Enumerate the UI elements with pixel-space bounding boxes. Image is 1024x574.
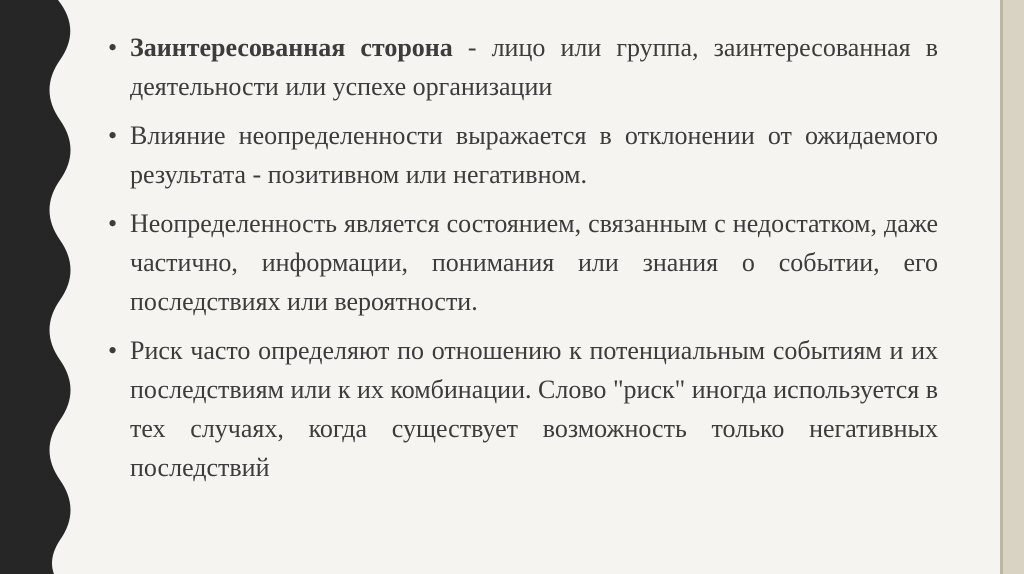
bullet-dot-icon: • — [108, 121, 118, 150]
bullet-dot-icon: • — [108, 336, 118, 365]
wavy-band-shape — [0, 0, 71, 574]
bullet-item-uncertainty-influence — [108, 116, 938, 194]
bullet-item-risk — [108, 331, 938, 487]
bullet-list — [108, 28, 938, 497]
right-accent-band — [1000, 0, 1024, 574]
bullet-text: Риск часто определяют по отношению к потенциальным событиям и их последствиям или к их комбинации. Слово "риск" иногда используется в тех случаях, когда существует возможность только негативных последствий — [130, 336, 938, 482]
bullet-dot-icon: • — [108, 209, 118, 238]
right-band-edge — [1000, 0, 1003, 574]
bullet-text: Неопределенность является состоянием, связанным с недостатком, даже частично, информации, понимания или знания о событии, его последствиях или вероятности. — [130, 209, 938, 316]
bullet-item-uncertainty-definition — [108, 204, 938, 321]
bullet-item-stakeholder — [108, 28, 938, 106]
bullet-dot-icon: • — [108, 33, 118, 62]
bullet-term: Заинтересованная сторона — [130, 33, 453, 62]
dark-wavy-side-band — [0, 0, 80, 574]
bullet-text: - лицо или группа, заинтересованная в деятельности или успехе организации — [130, 33, 938, 101]
bullet-text: Влияние неопределенности выражается в отклонении от ожидаемого результата - позитивном или негативном. — [130, 121, 938, 189]
